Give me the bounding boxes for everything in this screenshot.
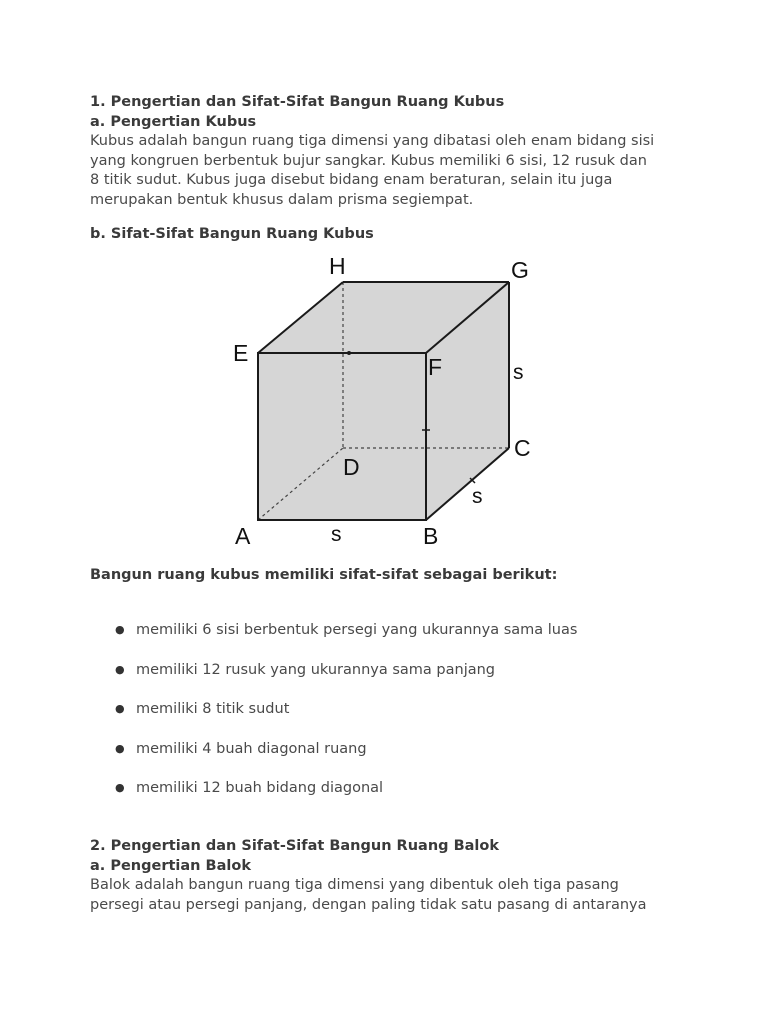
side-label-depth: s	[472, 485, 483, 508]
list-item	[90, 620, 690, 660]
properties-intro: Bangun ruang kubus memiliki sifat-sifat sebagai berikut:	[90, 567, 558, 583]
side-label-bottom: s	[331, 523, 342, 546]
cube-diagram	[225, 250, 545, 555]
vertex-label-d: D	[343, 454, 360, 480]
list-item	[90, 778, 690, 818]
side-label-right: s	[513, 361, 524, 384]
vertex-label-f: F	[428, 354, 443, 380]
list-item-text: memiliki 6 sisi berbentuk persegi yang ukurannya sama luas	[136, 622, 578, 638]
section-2-paragraph	[90, 876, 690, 915]
vertex-label-e: E	[233, 340, 249, 366]
bullet-icon: ●	[115, 702, 125, 715]
paragraph-line: merupakan bentuk khusus dalam prisma segiempat.	[90, 191, 474, 208]
list-item-text: memiliki 4 buah diagonal ruang	[136, 740, 367, 757]
section-1-paragraph	[90, 132, 690, 210]
paragraph-line: persegi atau persegi panjang, dengan paling tidak satu pasang di antaranya	[90, 896, 647, 913]
bullet-icon: ●	[115, 741, 125, 755]
bullet-icon: ●	[115, 781, 125, 794]
section-1-title: 1. Pengertian dan Sifat-Sifat Bangun Ruang Kubus	[90, 94, 505, 110]
list-item	[90, 699, 690, 739]
list-item-text: memiliki 12 buah bidang diagonal	[136, 780, 384, 796]
paragraph-line: 8 titik sudut. Kubus juga disebut bidang enam beraturan, selain itu juga	[90, 172, 613, 188]
bullet-icon: ●	[115, 662, 125, 676]
paragraph-line: yang kongruen berbentuk bujur sangkar. Kubus memiliki 6 sisi, 12 rusuk dan	[90, 152, 647, 169]
section-1	[90, 93, 690, 210]
list-item	[90, 660, 690, 700]
edge-tick-ef	[347, 351, 351, 355]
list-item-text: memiliki 8 titik sudut	[136, 701, 290, 717]
section-1-subheading-b: b. Sifat-Sifat Bangun Ruang Kubus	[90, 226, 374, 242]
list-item	[90, 739, 690, 779]
vertex-label-g: G	[511, 257, 529, 283]
vertex-label-h: H	[329, 253, 346, 279]
vertex-label-b: B	[423, 523, 439, 549]
bullet-icon: ●	[115, 623, 125, 636]
list-item-text: memiliki 12 rusuk yang ukurannya sama panjang	[136, 661, 496, 678]
cube-front-face	[258, 353, 426, 520]
section-2	[90, 837, 690, 915]
vertex-label-a: A	[235, 523, 251, 549]
section-2-title: 2. Pengertian dan Sifat-Sifat Bangun Ruang Balok	[90, 838, 499, 854]
properties-list	[90, 620, 690, 818]
paragraph-line: Balok adalah bangun ruang tiga dimensi yang dibentuk oleh tiga pasang	[90, 877, 619, 893]
section-1-subheading-a: a. Pengertian Kubus	[90, 113, 257, 130]
section-2-subheading-a: a. Pengertian Balok	[90, 857, 251, 874]
vertex-label-c: C	[514, 435, 531, 461]
paragraph-line: Kubus adalah bangun ruang tiga dimensi yang dibatasi oleh enam bidang sisi	[90, 133, 655, 149]
